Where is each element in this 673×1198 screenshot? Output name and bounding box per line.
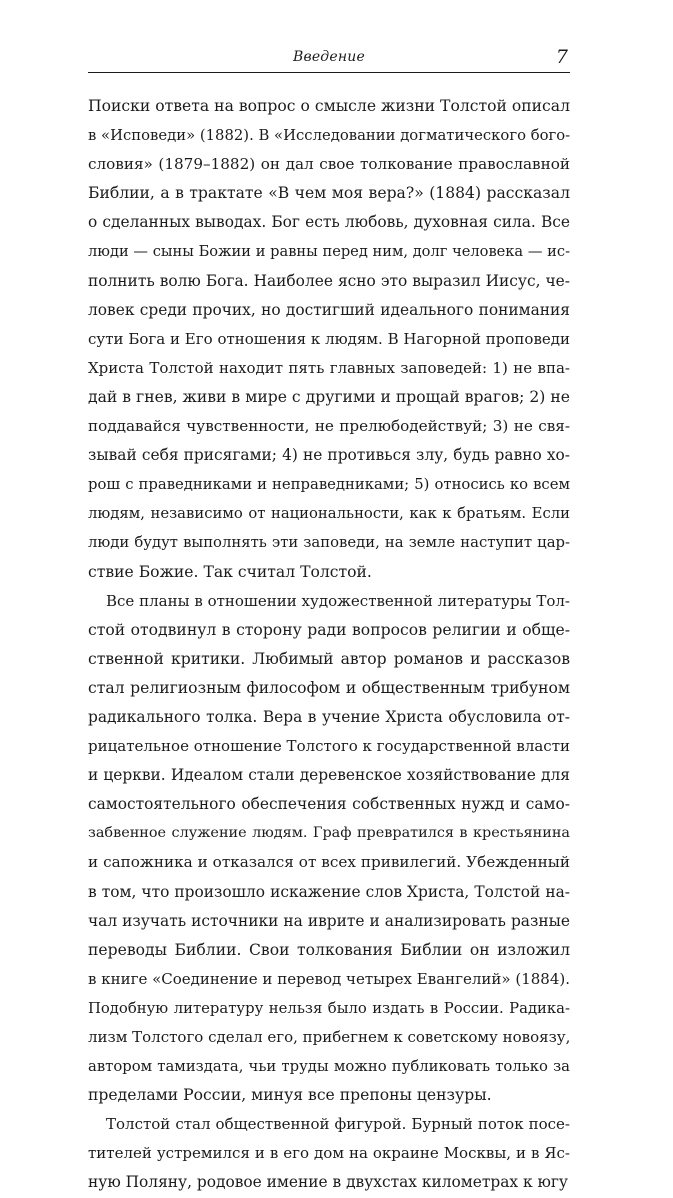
text-line: Христа Толстой находит пять главных заповедей: 1) не впа- [88, 358, 570, 377]
text-line: и сапожника и отказался от всех привилегий. Убежденный [88, 853, 570, 872]
text-line: Подобную литературу нельзя было издать в России. Радика- [88, 999, 570, 1017]
text-line: радикального толка. Вера в учение Христа обусловила от- [88, 707, 570, 726]
text-line: о сделанных выводах. Бог есть любовь, духовная сила. Все [88, 213, 570, 232]
text-line: сути Бога и Его отношения к людям. В Нагорной проповеди [88, 329, 570, 348]
header-rule [88, 72, 570, 73]
text-line: Библии, а в трактате «В чем моя вера?» (1884) рассказал [88, 184, 570, 203]
text-line: зывай себя присягами; 4) не противься злу, будь равно хо- [88, 446, 570, 465]
paragraph [88, 587, 570, 1111]
text-line: в том, что произошло искажение слов Христа, Толстой на- [88, 882, 570, 901]
text-line: люди будут выполнять эти заповеди, на земле наступит цар- [88, 534, 570, 552]
text-line: чал изучать источники на иврите и анализировать разные [88, 911, 570, 930]
text-line: тителей устремился и в его дом на окраине Москвы, и в Яс- [88, 1144, 570, 1163]
text-line: автором тамиздата, чьи труды можно публиковать только за [88, 1058, 570, 1076]
text-line: полнить волю Бога. Наиболее ясно это выразил Иисус, че- [88, 271, 570, 290]
text-line: стал религиозным философом и общественным трибуном [88, 678, 570, 697]
page-number: 7 [555, 46, 568, 68]
text-line: лизм Толстого сделал его, прибегнем к советскому новоязу, [88, 1028, 570, 1046]
text-line: стой отодвинул в сторону ради вопросов религии и обще- [88, 620, 570, 639]
text-line: в книге «Соединение и перевод четырех Евангелий» (1884). [88, 969, 570, 988]
body-text [88, 92, 570, 1198]
paragraph [88, 1110, 570, 1197]
text-line: Поиски ответа на вопрос о смысле жизни Толстой описал [88, 97, 570, 115]
text-line: Толстой стал общественной фигурой. Бурный поток посе- [106, 1115, 570, 1134]
text-line: забвенное служение людям. Граф превратился в крестьянина [88, 825, 570, 842]
text-line: поддавайся чувственности, не прелюбодействуй; 3) не свя- [88, 417, 570, 436]
running-header [88, 46, 570, 70]
text-line: ловек среди прочих, но достигший идеального понимания [88, 300, 570, 319]
text-line: самостоятельного обеспечения собственных нужд и само- [88, 795, 570, 814]
text-line: Все планы в отношении художественной литературы Тол- [106, 591, 570, 610]
text-line: рицательное отношение Толстого к государственной власти [88, 737, 570, 756]
text-line: словия» (1879–1882) он дал свое толкование православной [88, 155, 570, 174]
text-line: переводы Библии. Свои толкования Библии он изложил [88, 940, 570, 959]
text-line: пределами России, минуя все препоны цензуры. [88, 1086, 492, 1105]
text-line: дай в гнев, живи в мире с другими и прощай врагов; 2) не [88, 387, 570, 406]
text-line: люди — сыны Божии и равны перед ним, долг человека — ис- [88, 243, 570, 261]
text-line: ственной критики. Любимый автор романов и рассказов [88, 649, 570, 668]
text-line: и церкви. Идеалом стали деревенское хозяйствование для [88, 766, 570, 785]
running-head-title: Введение [292, 49, 365, 65]
text-line: в «Исповеди» (1882). В «Исследовании догматического бого- [88, 127, 570, 145]
text-line: людям, независимо от национальности, как к братьям. Если [88, 505, 570, 523]
text-line: ствие Божие. Так считал Толстой. [88, 562, 372, 581]
paragraph [88, 92, 570, 587]
text-line: ную Поляну, родовое имение в двухстах километрах к югу [88, 1173, 568, 1192]
text-line: рош с праведниками и неправедниками; 5) относись ко всем [88, 476, 570, 494]
